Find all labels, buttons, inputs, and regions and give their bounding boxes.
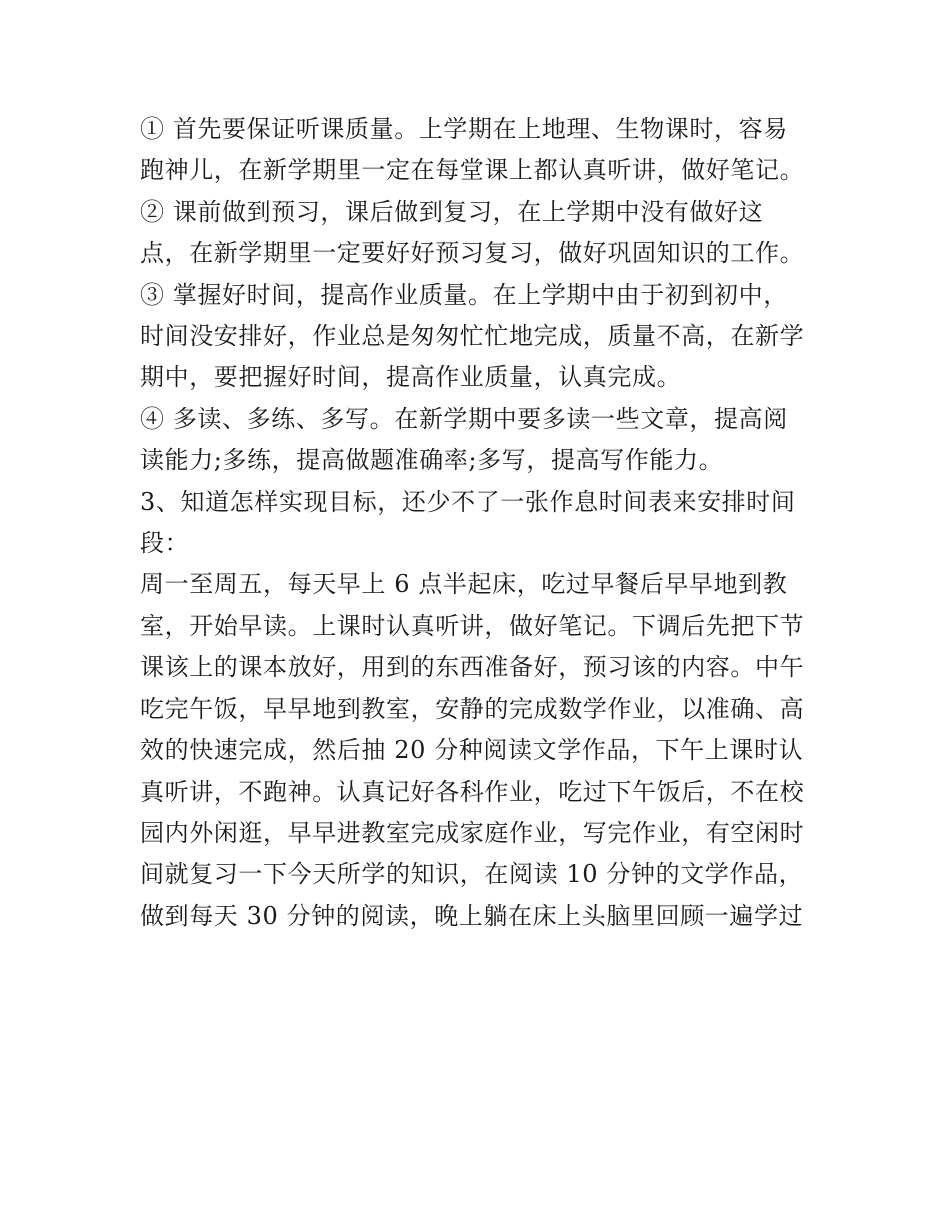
- text-line: 周一至周五，每天早上 6 点半起床，吃过早餐后早早地到教: [140, 570, 788, 599]
- text-line: 段：: [140, 529, 190, 558]
- text-line: 效的快速完成，然后抽 20 分种阅读文学作品，下午上课时认: [140, 736, 804, 765]
- text-line: 点，在新学期里一定要好好预习复习，做好巩固知识的工作。: [140, 239, 805, 268]
- text-line: 课该上的课本放好，用到的东西准备好，预习该的内容。中午: [140, 653, 805, 682]
- text-line: 做到每天 30 分钟的阅读，晚上躺在床上头脑里回顾一遍学过: [140, 901, 804, 930]
- text-line: 跑神儿，在新学期里一定在每堂课上都认真听讲，做好笔记。: [140, 156, 805, 185]
- text-line: ② 课前做到预习，课后做到复习，在上学期中没有做好这: [140, 197, 764, 226]
- body-text: [140, 109, 830, 937]
- text-line: 真听讲，不跑神。认真记好各科作业，吃过下午饭后，不在校: [140, 777, 805, 806]
- text-line: 时间没安排好，作业总是匆匆忙忙地完成，质量不高，在新学: [140, 322, 805, 351]
- text-line: ③ 掌握好时间，提高作业质量。在上学期中由于初到初中，: [140, 280, 788, 309]
- text-line: 室，开始早读。上课时认真听讲，做好笔记。下调后先把下节: [140, 611, 805, 640]
- text-line: 期中，要把握好时间，提高作业质量，认真完成。: [140, 363, 682, 392]
- text-line: 间就复习一下今天所学的知识，在阅读 10 分钟的文学作品，: [140, 860, 804, 889]
- text-line: ① 首先要保证听课质量。上学期在上地理、生物课时，容易: [140, 115, 788, 143]
- text-line: 吃完午饭，早早地到教室，安静的完成数学作业，以准确、高: [140, 694, 805, 723]
- text-line: 3、知道怎样实现目标，还少不了一张作息时间表来安排时间: [140, 487, 796, 516]
- text-line: 读能力;多练，提高做题准确率;多写，提高写作能力。: [140, 446, 724, 475]
- text-line: ④ 多读、多练、多写。在新学期中要多读一些文章，提高阅: [140, 404, 788, 433]
- text-line: 园内外闲逛，早早进教室完成家庭作业，写完作业，有空闲时: [140, 818, 805, 847]
